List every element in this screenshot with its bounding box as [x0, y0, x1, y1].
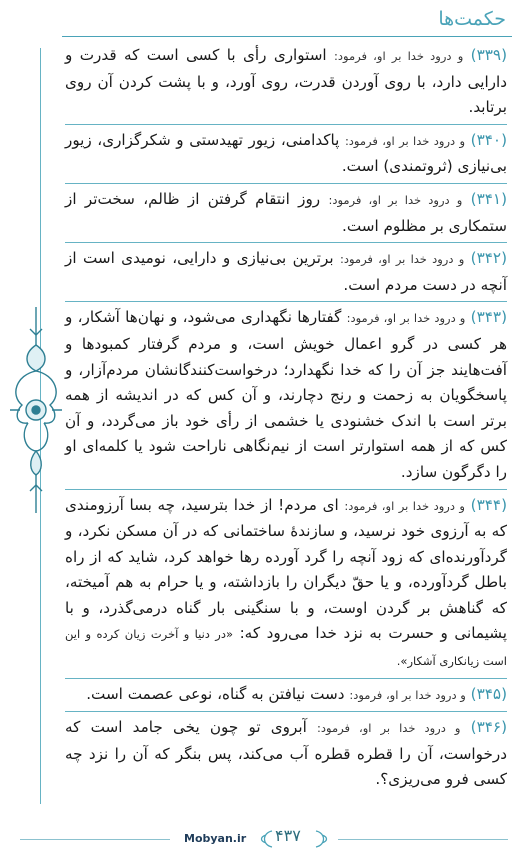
hikmat-number: (۳۴۶) — [470, 718, 508, 737]
hikmat-number: (۳۴۲) — [470, 249, 508, 268]
hikmat-intro: و درود خدا بر او، فرمود: — [349, 687, 466, 702]
footer-rule-right — [338, 839, 508, 840]
hikmat-item-342 — [65, 243, 507, 302]
page-ornament-right-icon — [314, 829, 334, 849]
hikmat-number: (۳۴۵) — [470, 684, 507, 703]
header-divider — [62, 36, 512, 37]
page-footer — [0, 826, 520, 850]
hikmat-intro: و درود خدا بر او، فرمود: — [334, 49, 464, 63]
arabesque-ornament-icon — [6, 305, 66, 515]
footer-rule-left — [20, 839, 170, 840]
hikmat-list — [65, 40, 507, 796]
page-ornament-left-icon — [254, 829, 274, 849]
hikmat-text: پاکدامنی، زیور تهیدستی و شکرگزاری، زیور بی‌نیازی (ثروتمندی) است. — [65, 130, 507, 176]
hikmat-quote: «در دنیا و آخرت زیان کرده و این است زیانکاری آشکار». — [65, 627, 507, 669]
hikmat-intro: و درود خدا بر او، فرمود: — [344, 498, 465, 513]
hikmat-number: (۳۴۱) — [470, 189, 508, 208]
hikmat-intro: و درود خدا بر او، فرمود: — [339, 252, 465, 267]
hikmat-text: دست نیافتن به گناه، نوعی عصمت است. — [86, 684, 345, 703]
hikmat-text: آبروی تو چون یخی جامد است که درخواست، آن را قطره قطره آب می‌کند، پس بنگر که آن را نزد چه کسی فرو می‌ریزی؟. — [65, 718, 507, 789]
page-number: ۴۳۷ — [275, 826, 301, 845]
hikmat-item-340 — [65, 125, 507, 184]
hikmat-text: گفتارها نگهداری می‌شود، و نهان‌ها آشکار، و هر کسی در گرو اعمال خویش است، و مردم گرفتار کمبودها و آفت‌هایند جز آن را که خدا نگهدارد؛ درخواست‌کنندگانشان مردم‌آزار، و پاسخگویان به زحمت و رنج دچارند، و آن کس که در اندیشه از همه برتر است با اندک خشنودی یا خشمی از رأی خود باز می‌گردد، و آن کس که از همه استوارتر است از نیم‌نگاهی ناراحت شود یا کلمه‌ای او را دگرگون سازد. — [65, 308, 507, 481]
hikmat-item-341 — [65, 184, 507, 243]
hikmat-intro: و درود خدا بر او، فرمود: — [344, 133, 466, 148]
hikmat-item-344 — [65, 490, 507, 679]
hikmat-number: (۳۳۹) — [470, 46, 508, 64]
hikmat-text: روز انتقام گرفتن از ظالم، سخت‌تر از ستمکاری بر مظلوم است. — [65, 189, 507, 235]
hikmat-intro: و درود خدا بر او، فرمود: — [346, 311, 466, 326]
hikmat-text: ای مردم! از خدا بترسید، چه بسا آرزومندی که به آرزوی خود نرسید، و سازندهٔ ساختمانی که در آن مسکن نکرد، و گردآورنده‌ای که زود آنچه را گرد آورده رها خواهد کرد، شاید که از راه باطل گردآورده، و یا حقّ دیگران را بازداشته، و یا حرام به هم آمیخته، که گناهش بر گردن اوست، و با سنگینی بار گناه درمی‌گذرد، و با پشیمانی و حسرت به نزد خدا می‌رود که: — [65, 495, 508, 643]
hikmat-text: برترین بی‌نیازی و دارایی، نومیدی است از آنچه در دست مردم است. — [65, 249, 507, 294]
hikmat-item-346 — [65, 712, 507, 796]
hikmat-number: (۳۴۴) — [470, 495, 507, 514]
hikmat-number: (۳۴۳) — [470, 308, 507, 327]
site-link[interactable]: Mobyan.ir — [184, 832, 247, 845]
hikmat-item-343 — [65, 302, 507, 489]
hikmat-item-339 — [65, 40, 507, 125]
section-title: حکمت‌ها — [438, 8, 506, 30]
hikmat-intro: و درود خدا بر او، فرمود: — [328, 192, 463, 207]
hikmat-number: (۳۴۰) — [470, 130, 507, 149]
hikmat-intro: و درود خدا بر او، فرمود: — [317, 721, 461, 736]
hikmat-item-345 — [65, 679, 507, 713]
hikmat-text: استواری رأی با کسی است که قدرت و دارایی دارد، با روی آوردن قدرت، روی آورد، و با پشت کردن آن روی برتابد. — [65, 46, 507, 117]
